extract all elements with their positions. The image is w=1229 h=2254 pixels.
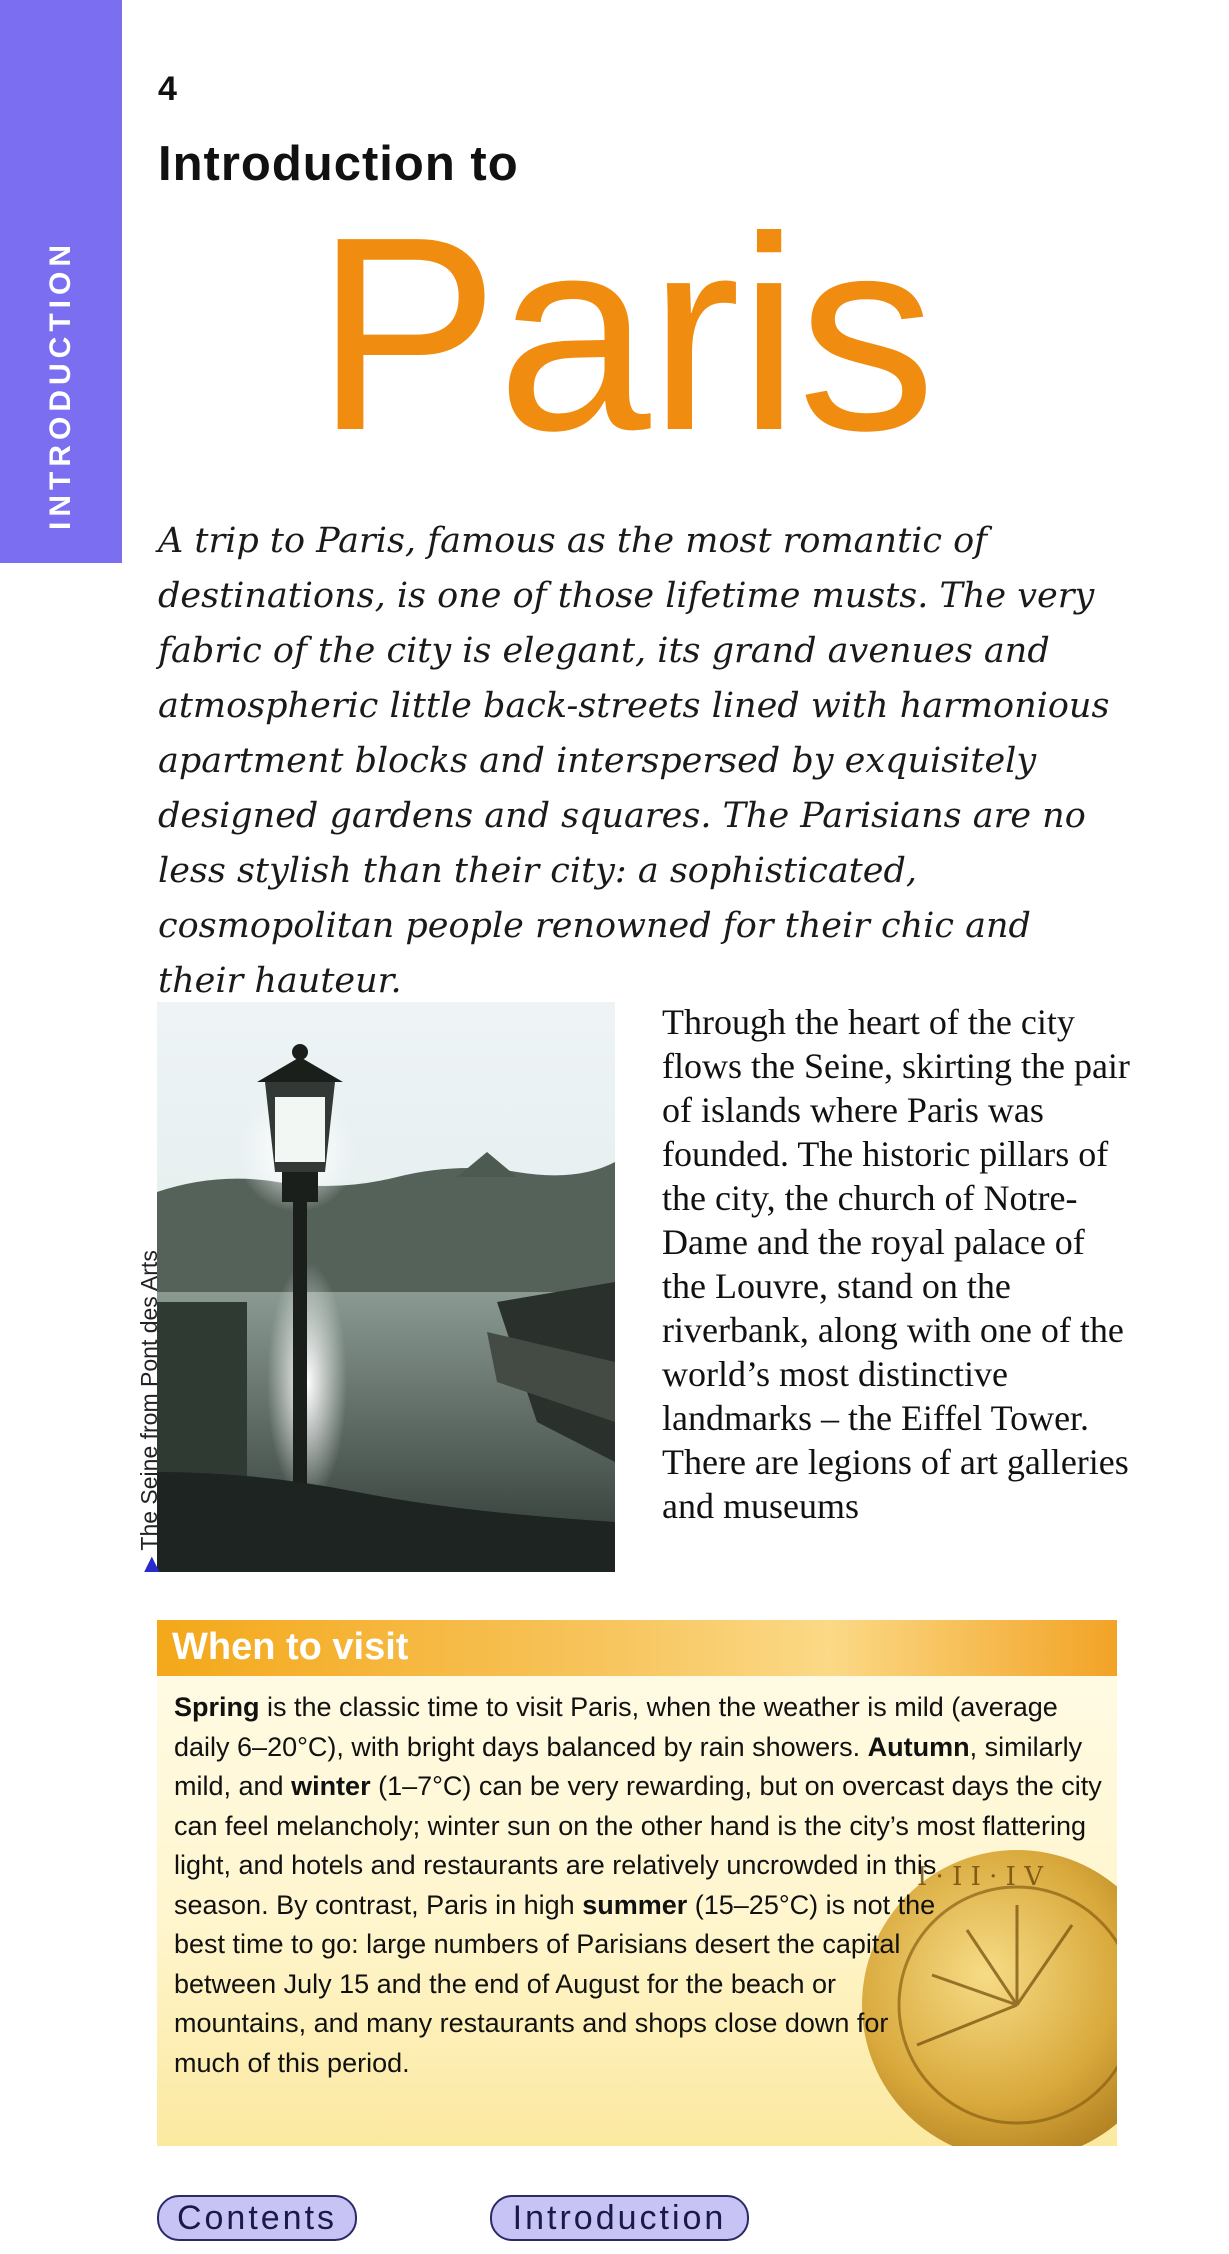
when-to-visit-box [157,1620,1117,2146]
triangle-marker-icon: ▶ [140,1556,162,1572]
introduction-button[interactable]: Introduction [490,2195,749,2241]
when-to-visit-text: Spring is the classic time to visit Paris, when the weather is mild (average daily 6–20°C), with bright days balanced by rain showers. Autumn, similarly mild, and winter (1–7°C) can be very rewarding, but on overcast days the city can feel melancholy; winter sun on the other hand is the city’s most flattering light, and hotels and restaurants are relatively uncrowded in this season. By contrast, Paris in high summer (15–25°C) is not the best time to go: large numbers of Parisians desert the capital between July 15 and the end of August for the beach or mountains, and many restaurants and shops close down for much of this period. [174,1692,1102,2078]
when-to-visit-title: When to visit [172,1626,409,1668]
side-tab [0,0,122,563]
seine-photo [157,1002,615,1572]
season-spring: Spring [174,1692,260,1722]
page-number: 4 [158,70,177,108]
season-summer: summer [582,1889,688,1920]
photo-caption [136,1250,163,1572]
when-to-visit-header [157,1620,1117,1676]
contents-button[interactable]: Contents [157,2195,357,2241]
body-paragraph: Through the heart of the city flows the Seine, skirting the pair of islands where Paris was founded. The historic pillars of the city, the church of Notre-Dame and the royal palace of the Louvre, stand on the riverbank, along with one of the world’s most distinctive landmarks – the Eiffel Tower. There are legions of art galleries and museums [662,1002,1130,1526]
svg-text:I · I I · I V: I · I I · I V [917,1862,1043,1892]
lead-paragraph: A trip to Paris, famous as the most romantic of destinations, is one of those lifetime musts. The very fabric of the city is elegant, its grand avenues and atmospheric little back-streets lined with harmonious apartment blocks and interspersed by exquisitely designed gardens and squares. The Parisians are no less stylish than their city: a sophisticated, cosmopolitan people renowned for their chic and their hauteur. [158,521,1110,1001]
side-tab-label: INTRODUCTION [44,240,77,530]
page-title: Paris [315,180,934,488]
season-winter: winter [291,1771,371,1801]
photo-caption-text: The Seine from Pont des Arts [136,1250,162,1551]
heading-intro: Introduction to [158,137,519,191]
season-autumn: Autumn [867,1731,970,1762]
